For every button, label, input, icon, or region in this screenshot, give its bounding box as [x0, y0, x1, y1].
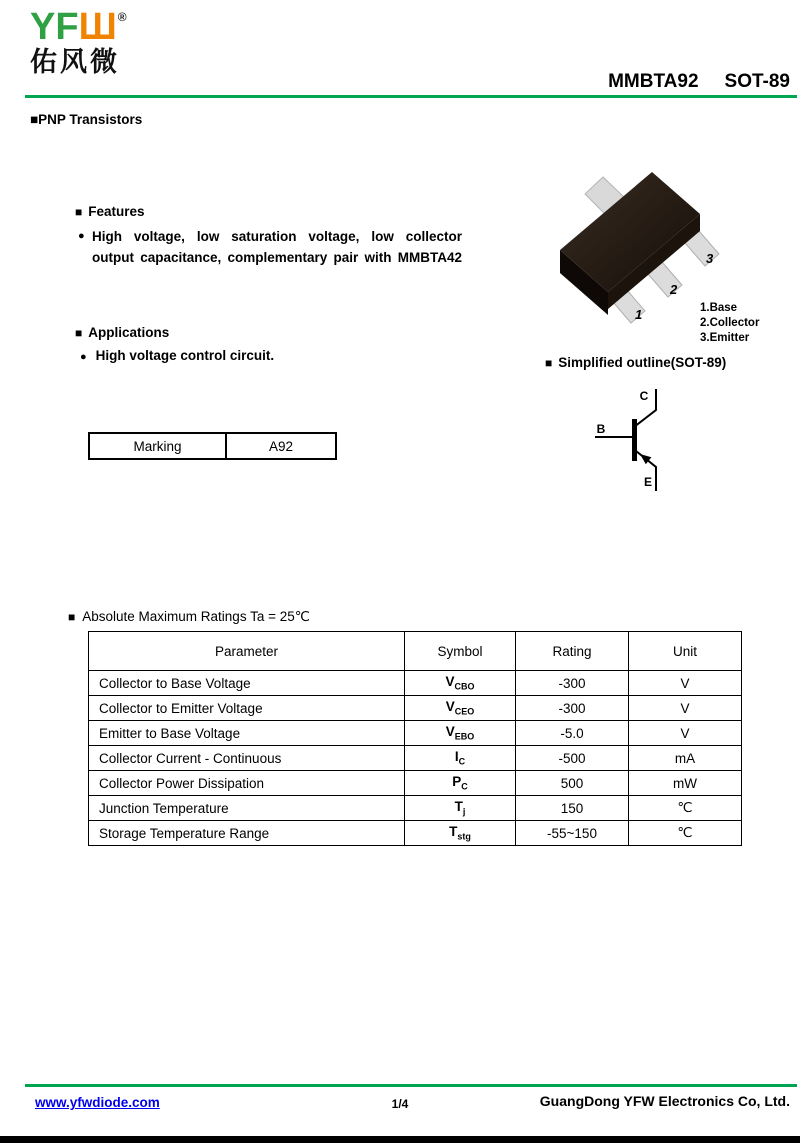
- parameter-cell: Collector to Base Voltage: [89, 671, 405, 696]
- ratings-row: [89, 746, 742, 771]
- pin-legend: [700, 301, 759, 346]
- header-divider: [25, 95, 797, 98]
- ratings-title: [68, 609, 310, 625]
- features-label: Features: [88, 204, 145, 219]
- header-parameter: Parameter: [89, 632, 405, 671]
- parameter-cell: Junction Temperature: [89, 796, 405, 821]
- unit-cell: V: [629, 671, 742, 696]
- ratings-row: [89, 696, 742, 721]
- ratings-row: [89, 821, 742, 846]
- marking-label-cell: Marking: [89, 433, 226, 459]
- symbol-cell: $T_j$: [405, 796, 516, 821]
- registered-trademark-icon: ®: [117, 10, 127, 24]
- parameter-cell: Collector Current - Continuous: [89, 746, 405, 771]
- parameter-cell: Collector to Emitter Voltage: [89, 696, 405, 721]
- pin-2-number: 2: [670, 282, 678, 297]
- unit-cell: V: [629, 696, 742, 721]
- part-number: MMBTA92: [608, 71, 699, 92]
- logo-yf-text: YF: [30, 6, 79, 48]
- rating-cell: 150: [516, 796, 629, 821]
- symbol-cell: $P_C$: [405, 771, 516, 796]
- application-text: High voltage control circuit.: [95, 348, 275, 363]
- rating-cell: -55~150: [516, 821, 629, 846]
- ratings-tbody: [89, 671, 742, 846]
- company-name: GuangDong YFW Electronics Co, Ltd.: [539, 1093, 790, 1109]
- unit-cell: mA: [629, 746, 742, 771]
- ratings-table: [88, 631, 742, 846]
- terminal-c-label: C: [639, 389, 649, 403]
- features-list: [78, 226, 462, 268]
- pin-legend-collector: 2.Collector: [700, 317, 760, 329]
- terminal-b-label: B: [596, 422, 606, 436]
- ratings-row: [89, 796, 742, 821]
- rating-cell: 500: [516, 771, 629, 796]
- features-title: [75, 204, 145, 219]
- rating-cell: -5.0: [516, 721, 629, 746]
- ratings-label: Absolute Maximum Ratings Ta = 25℃: [82, 609, 310, 624]
- square-marker-icon: ■: [75, 205, 83, 219]
- rating-cell: -300: [516, 671, 629, 696]
- logo-w-text: Ш: [78, 6, 117, 48]
- symbol-cell: $V_{CEO}$: [405, 696, 516, 721]
- footer-divider: [25, 1084, 797, 1087]
- page-number: 1/4: [391, 1097, 409, 1111]
- ratings-row: [89, 721, 742, 746]
- square-marker-icon: ■: [68, 610, 76, 624]
- square-marker-icon: ■: [545, 356, 553, 370]
- symbol-cell: $V_{EBO}$: [405, 721, 516, 746]
- applications-label: Applications: [88, 325, 170, 340]
- package-name: SOT-89: [724, 71, 790, 92]
- symbol-cell: $I_C$: [405, 746, 516, 771]
- header-rating: Rating: [516, 632, 629, 671]
- header-symbol: Symbol: [405, 632, 516, 671]
- rating-cell: -500: [516, 746, 629, 771]
- ratings-row: [89, 771, 742, 796]
- symbol-cell: $V_{CBO}$: [405, 671, 516, 696]
- rating-cell: -300: [516, 696, 629, 721]
- pin-legend-emitter: 3.Emitter: [700, 332, 750, 344]
- application-item: [80, 348, 274, 363]
- feature-line-1: High voltage, low saturation voltage, low collector: [92, 229, 462, 244]
- symbol-cell: $T_{stg}$: [405, 821, 516, 846]
- marking-row: [89, 433, 336, 459]
- parameter-cell: Storage Temperature Range: [89, 821, 405, 846]
- outline-title: [545, 355, 726, 370]
- device-type-label: PNP Transistors: [38, 112, 143, 127]
- unit-cell: V: [629, 721, 742, 746]
- logo-chinese-name: 佑风微: [30, 47, 120, 77]
- pin-1-number: 1: [635, 307, 643, 322]
- header-unit: Unit: [629, 632, 742, 671]
- ratings-row: [89, 671, 742, 696]
- unit-cell: ℃: [629, 821, 742, 846]
- parameter-cell: Emitter to Base Voltage: [89, 721, 405, 746]
- outline-label: Simplified outline(SOT-89): [558, 355, 727, 370]
- parameter-cell: Collector Power Dissipation: [89, 771, 405, 796]
- square-marker-icon: ■: [30, 112, 39, 127]
- device-type-heading: [30, 112, 142, 127]
- document-title: [608, 71, 790, 93]
- unit-cell: ℃: [629, 796, 742, 821]
- bullet-dot-icon: ●: [80, 351, 87, 363]
- terminal-e-label: E: [643, 475, 653, 489]
- marking-table: [88, 432, 337, 460]
- square-marker-icon: ■: [75, 326, 83, 340]
- pnp-transistor-symbol: [585, 383, 705, 498]
- bullet-dot-icon: ●: [78, 230, 85, 242]
- company-logo: [30, 8, 127, 76]
- bottom-edge-bar: [0, 1136, 800, 1143]
- ratings-header-row: [89, 632, 742, 671]
- pin-legend-base: 1.Base: [700, 302, 738, 314]
- logo-wordmark: [30, 8, 127, 46]
- marking-value-cell: A92: [226, 433, 336, 459]
- applications-title: [75, 325, 169, 340]
- website-link[interactable]: www.yfwdiode.com: [35, 1095, 160, 1110]
- pin-3-number: 3: [706, 251, 714, 266]
- unit-cell: mW: [629, 771, 742, 796]
- feature-line-2: output capacitance, complementary pair with MMBTA42: [92, 250, 462, 265]
